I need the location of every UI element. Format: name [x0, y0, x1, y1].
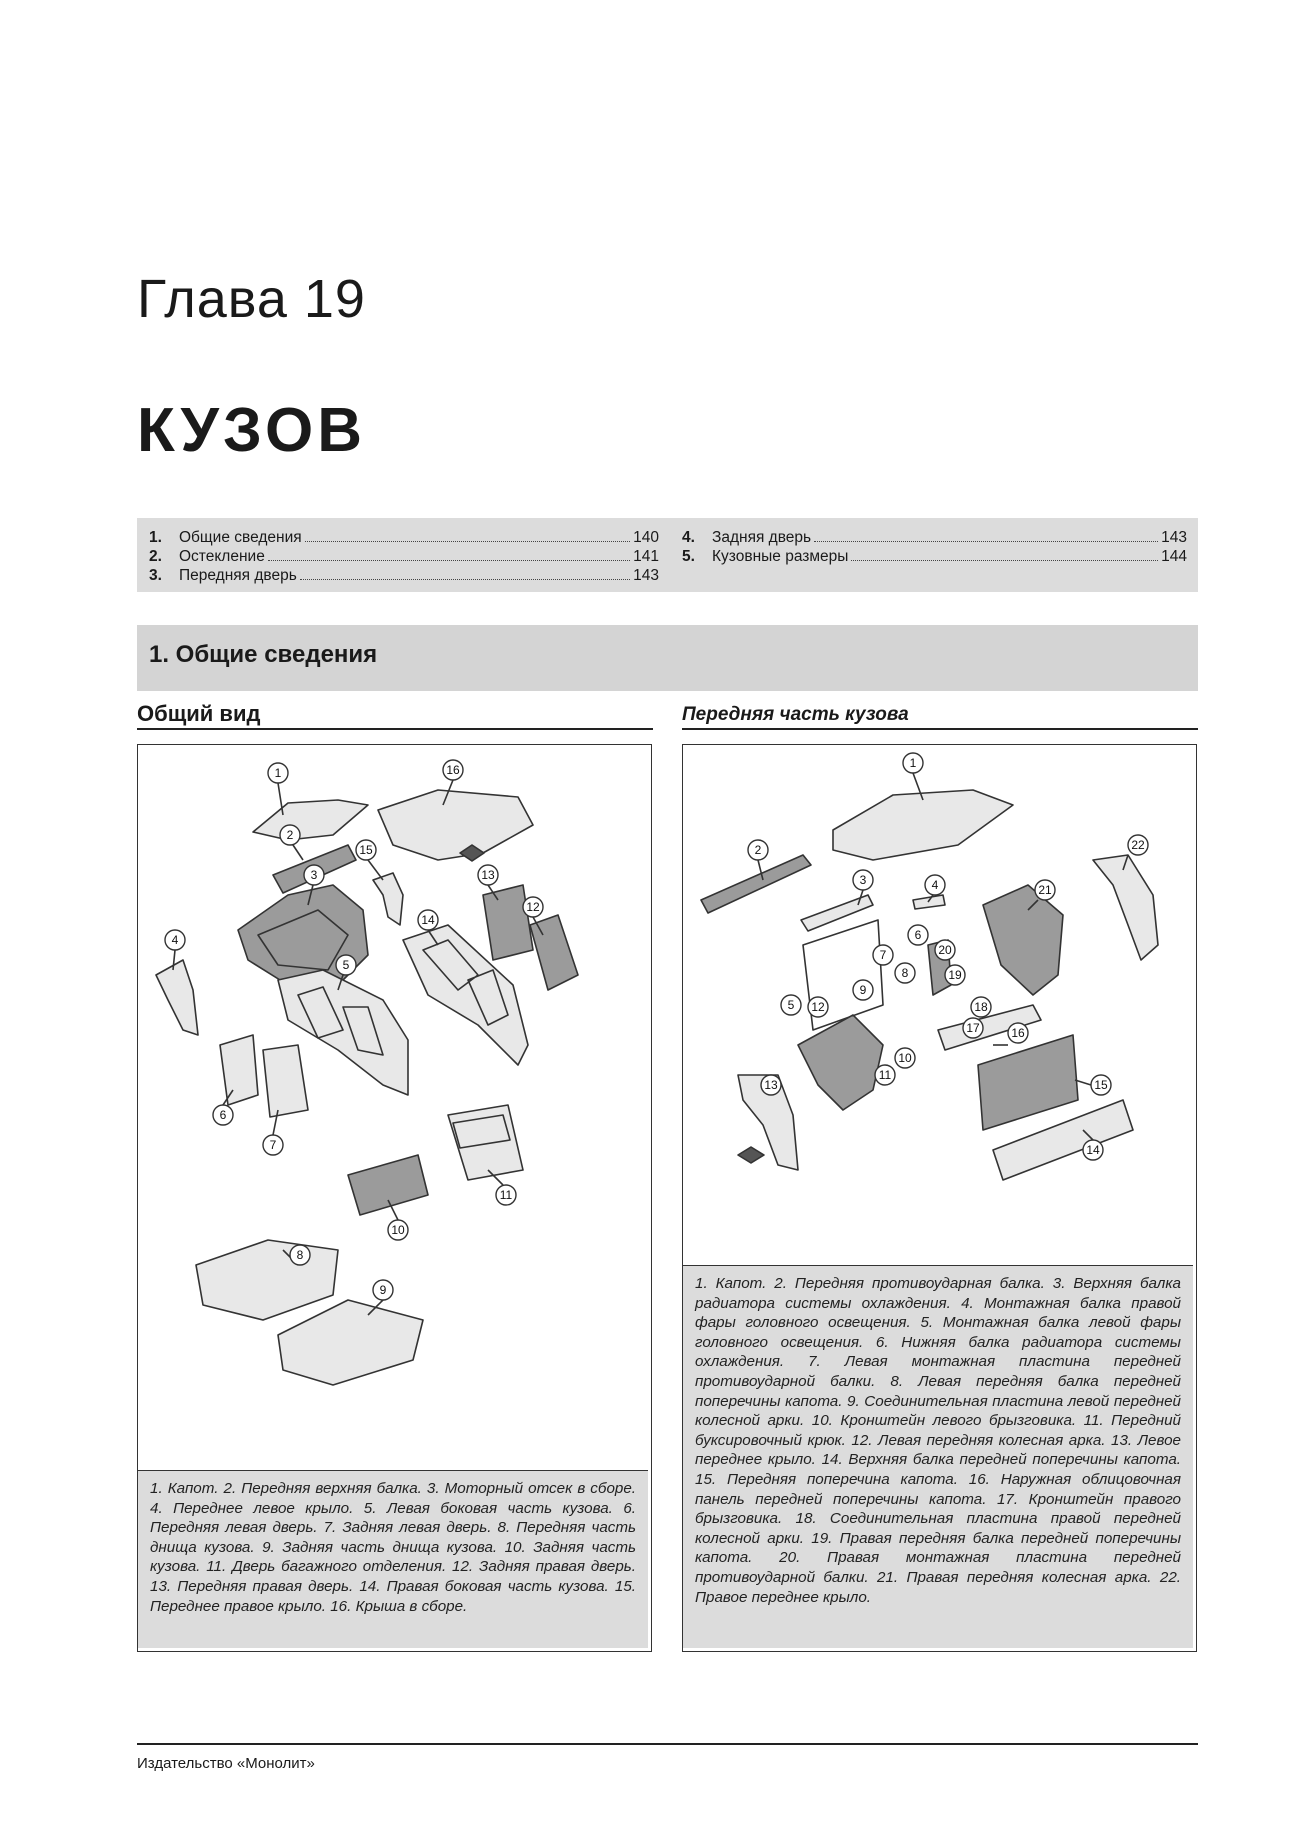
callout-label: 11: [499, 1188, 513, 1202]
callout-label: 7: [269, 1138, 277, 1152]
toc-leader-dots: [268, 560, 630, 561]
callout-label: 1: [909, 756, 917, 770]
toc-column-left: [149, 528, 659, 585]
toc-entry[interactable]: [682, 528, 1187, 547]
callout-label: 15: [1094, 1078, 1108, 1092]
toc-leader-dots: [300, 579, 630, 580]
chapter-title: КУЗОВ: [137, 396, 366, 465]
table-of-contents: [137, 518, 1198, 592]
callout-label: 6: [219, 1108, 227, 1122]
callout-11: [875, 1065, 895, 1085]
callout-label: 1: [274, 766, 282, 780]
callout-12: [808, 997, 828, 1017]
callout-label: 16: [1011, 1026, 1025, 1040]
callout-label: 16: [446, 763, 460, 777]
left-figure-caption: 1. Капот. 2. Передняя верхняя балка. 3. Моторный отсек в сборе. 4. Переднее левое крыло. 5. Левая боковая часть кузова. 6. Передняя левая дверь. 7. Задняя левая дверь. 8. Передняя часть днища кузова. 9. Задняя часть днища кузова. 10. Задняя часть кузова. 11. Дверь багажного отделения. 12. Задняя правая дверь. 13. Передняя правая дверь. 14. Правая боковая часть кузова. 15. Переднее правое крыло. 16. Крыша в сборе.: [138, 1470, 648, 1648]
section-title: 1. Общие сведения: [149, 641, 378, 668]
callout-label: 21: [1038, 883, 1052, 897]
callout-13: [478, 865, 498, 885]
toc-entry[interactable]: [149, 547, 659, 566]
callout-label: 4: [171, 933, 179, 947]
callout-13: [761, 1075, 781, 1095]
toc-entry-page: 140: [633, 529, 659, 546]
callout-label: 4: [931, 878, 939, 892]
toc-entry-number: 5.: [682, 548, 695, 565]
callout-15: [1091, 1075, 1111, 1095]
callout-label: 5: [342, 958, 350, 972]
toc-entry-number: 1.: [149, 529, 162, 546]
callout-label: 8: [296, 1248, 304, 1262]
callout-12: [523, 897, 543, 917]
callout-2: [280, 825, 300, 845]
callout-20: [935, 940, 955, 960]
callout-label: 2: [286, 828, 294, 842]
callout-label: 6: [914, 928, 922, 942]
callout-2: [748, 840, 768, 860]
callout-1: [268, 763, 288, 783]
callout-22: [1128, 835, 1148, 855]
callout-label: 12: [811, 1000, 825, 1014]
callout-label: 2: [754, 843, 762, 857]
callout-21: [1035, 880, 1055, 900]
callout-label: 13: [481, 868, 495, 882]
callout-label: 8: [901, 966, 909, 980]
toc-leader-dots: [814, 541, 1158, 542]
callout-19: [945, 965, 965, 985]
callout-label: 15: [359, 843, 373, 857]
callout-label: 13: [764, 1078, 778, 1092]
callout-label: 22: [1131, 838, 1145, 852]
toc-entry[interactable]: [682, 547, 1187, 566]
figure-front-body: [682, 744, 1197, 1652]
callout-7: [873, 945, 893, 965]
toc-entry[interactable]: [149, 566, 659, 585]
right-figure-heading: Передняя часть кузова: [682, 704, 909, 725]
callout-18: [971, 997, 991, 1017]
callout-label: 3: [859, 873, 867, 887]
toc-entry-label: Остекление: [179, 548, 265, 565]
callout-16: [443, 760, 463, 780]
callout-label: 17: [966, 1021, 980, 1035]
callout-6: [213, 1105, 233, 1125]
section-header: [137, 625, 1198, 691]
toc-column-right: [682, 528, 1187, 566]
callout-label: 14: [1086, 1143, 1100, 1157]
publisher-footer: Издательство «Монолит»: [137, 1755, 315, 1772]
callout-5: [781, 995, 801, 1015]
footer-divider: [137, 1743, 1198, 1745]
callout-4: [165, 930, 185, 950]
callout-10: [895, 1048, 915, 1068]
toc-entry-label: Передняя дверь: [179, 567, 297, 584]
toc-leader-dots: [851, 560, 1158, 561]
callout-label: 11: [878, 1068, 892, 1082]
left-figure-heading: Общий вид: [137, 701, 261, 726]
toc-entry-label: Общие сведения: [179, 529, 302, 546]
callout-3: [304, 865, 324, 885]
callout-8: [895, 963, 915, 983]
right-callouts: [683, 745, 1193, 1265]
toc-entry-number: 3.: [149, 567, 162, 584]
figure-general-view: [137, 744, 652, 1652]
callout-11: [496, 1185, 516, 1205]
callout-4: [925, 875, 945, 895]
right-figure-caption: 1. Капот. 2. Передняя противоударная балка. 3. Верхняя балка радиатора системы охлаждения. 4. Монтажная балка правой фары головного освещения. 5. Монтажная балка левой фары головного освещения. 6. Нижняя балка радиатора системы охлаждения. 7. Левая монтажная пластина передней противоударной балки. 8. Левая передняя балка передней поперечины капота. 9. Соединительная пластина левой передней колесной арки. 10. Кронштейн левого брызговика. 11. Передний буксировочный крюк. 12. Левая передняя колесная арка. 13. Левое переднее крыло. 14. Верхняя балка передней поперечины капота. 15. Передняя поперечина капота. 16. Наружная облицовочная панель передней поперечины капота. 17. Кронштейн правого брызговика. 18. Соединительная пластина правой передней колесной арки. 19. Правая передняя балка передней поперечины капота. 20. Правая монтажная пластина передней противоударной балки. 21. Правая передняя колесная арка. 22. Правое переднее крыло.: [683, 1265, 1193, 1648]
toc-entry-page: 143: [633, 567, 659, 584]
callout-1: [903, 753, 923, 773]
callout-3: [853, 870, 873, 890]
toc-entry-label: Кузовные размеры: [712, 548, 849, 565]
toc-entry-number: 2.: [149, 548, 162, 565]
callout-label: 9: [859, 983, 867, 997]
callout-label: 7: [879, 948, 887, 962]
callout-label: 10: [898, 1051, 912, 1065]
callout-label: 18: [974, 1000, 988, 1014]
callout-label: 9: [379, 1283, 387, 1297]
callout-15: [356, 840, 376, 860]
toc-entry[interactable]: [149, 528, 659, 547]
toc-entry-page: 144: [1161, 548, 1187, 565]
toc-entry-page: 141: [633, 548, 659, 565]
callout-label: 14: [421, 913, 435, 927]
toc-leader-dots: [305, 541, 630, 542]
callout-5: [336, 955, 356, 975]
callout-8: [290, 1245, 310, 1265]
left-callouts: [138, 745, 648, 1470]
callout-label: 12: [526, 900, 540, 914]
toc-entry-number: 4.: [682, 529, 695, 546]
callout-label: 3: [310, 868, 318, 882]
callout-label: 20: [938, 943, 952, 957]
callout-9: [373, 1280, 393, 1300]
callout-6: [908, 925, 928, 945]
chapter-number: Глава 19: [137, 269, 366, 329]
callout-9: [853, 980, 873, 1000]
divider: [137, 728, 653, 730]
callout-14: [418, 910, 438, 930]
callout-16: [1008, 1023, 1028, 1043]
toc-entry-page: 143: [1161, 529, 1187, 546]
callout-17: [963, 1018, 983, 1038]
callout-7: [263, 1135, 283, 1155]
callout-10: [388, 1220, 408, 1240]
divider: [682, 728, 1198, 730]
callout-label: 5: [787, 998, 795, 1012]
callout-label: 10: [391, 1223, 405, 1237]
toc-entry-label: Задняя дверь: [712, 529, 812, 546]
callout-14: [1083, 1140, 1103, 1160]
callout-label: 19: [948, 968, 962, 982]
